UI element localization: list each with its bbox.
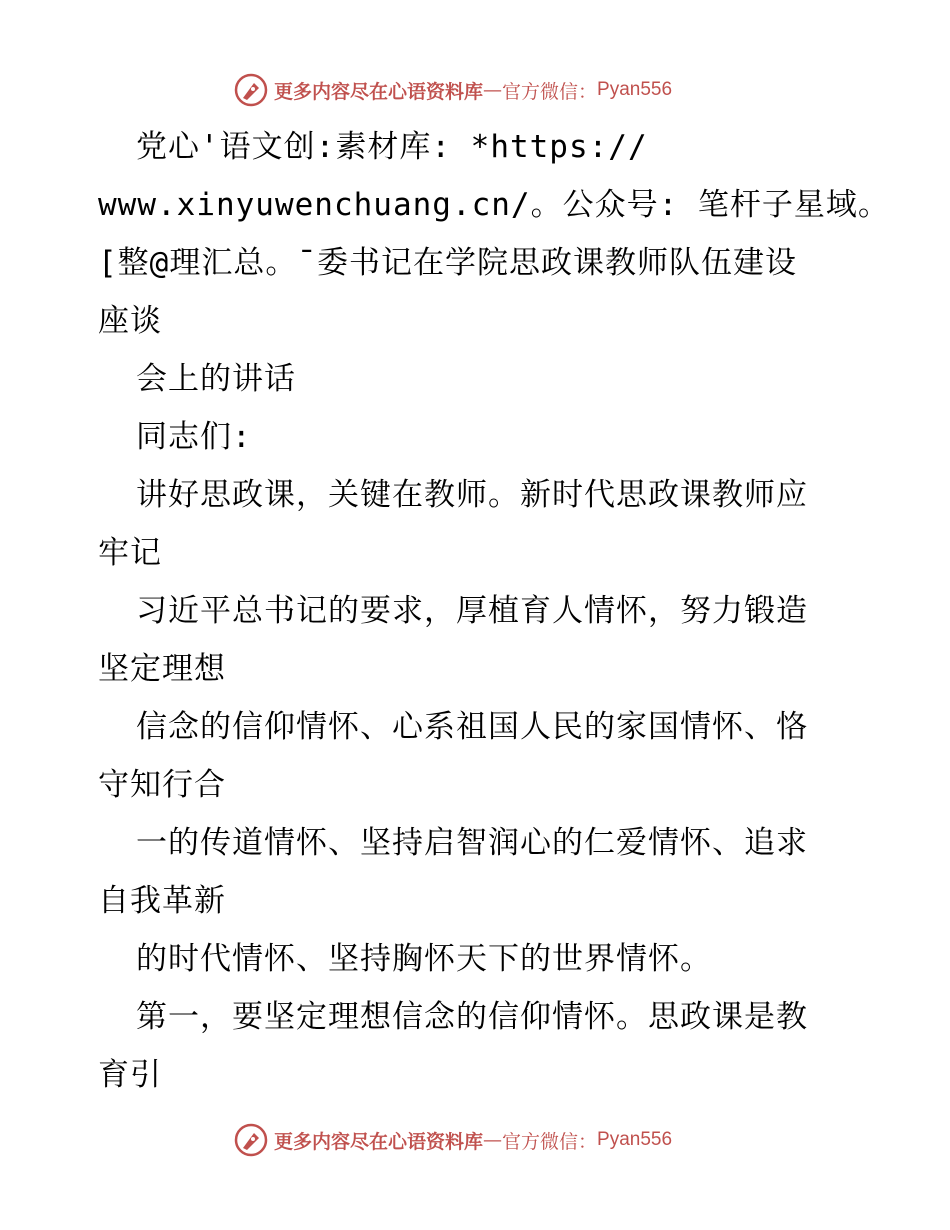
text-line: 守知行合 bbox=[98, 767, 226, 803]
banner-text: 更多内容尽在心语资料库 bbox=[274, 80, 484, 103]
text-line: 同志们: bbox=[136, 419, 252, 455]
banner-wechat-label: 官方微信： bbox=[502, 1130, 598, 1153]
text-line: 育引 bbox=[98, 1057, 162, 1093]
text-line: 会上的讲话 bbox=[136, 361, 296, 397]
text-line: 座谈 bbox=[98, 303, 162, 339]
banner-text: 更多内容尽在心语资料库 bbox=[274, 1130, 484, 1153]
text-line: www.xinyuwenchuang.cn/。公众号: 笔杆子星域。 bbox=[98, 187, 890, 223]
text-line: 第一，要坚定理想信念的信仰情怀。思政课是教 bbox=[136, 999, 808, 1035]
text-line: 信念的信仰情怀、心系祖国人民的家国情怀、恪 bbox=[136, 709, 808, 745]
text-line: 讲好思政课，关键在教师。新时代思政课教师应 bbox=[136, 477, 808, 513]
banner-wechat-id: Pyan556 bbox=[597, 1129, 673, 1150]
banner-wechat-id: Pyan556 bbox=[597, 79, 673, 100]
text-line: 党心'语文创:素材库: *https:// bbox=[136, 129, 648, 165]
pen-nib-logo-icon bbox=[234, 1123, 268, 1157]
banner-dash: — bbox=[483, 79, 503, 101]
pen-nib-logo-icon bbox=[234, 73, 268, 107]
text-line: [整@理汇总。¯委书记在学院思政课教师队伍建设 bbox=[98, 245, 797, 281]
text-line: 的时代情怀、坚持胸怀天下的世界情怀。 bbox=[136, 941, 712, 977]
header-banner bbox=[234, 70, 714, 110]
text-line: 牢记 bbox=[98, 535, 162, 571]
banner-wechat-label: 官方微信： bbox=[502, 80, 598, 103]
footer-banner bbox=[234, 1120, 714, 1160]
document-body bbox=[98, 118, 890, 1104]
text-line: 习近平总书记的要求，厚植育人情怀，努力锻造 bbox=[136, 593, 808, 629]
banner-dash: — bbox=[483, 1129, 503, 1151]
text-line: 一的传道情怀、坚持启智润心的仁爱情怀、追求 bbox=[136, 825, 808, 861]
text-line: 坚定理想 bbox=[98, 651, 226, 687]
text-line: 自我革新 bbox=[98, 883, 226, 919]
